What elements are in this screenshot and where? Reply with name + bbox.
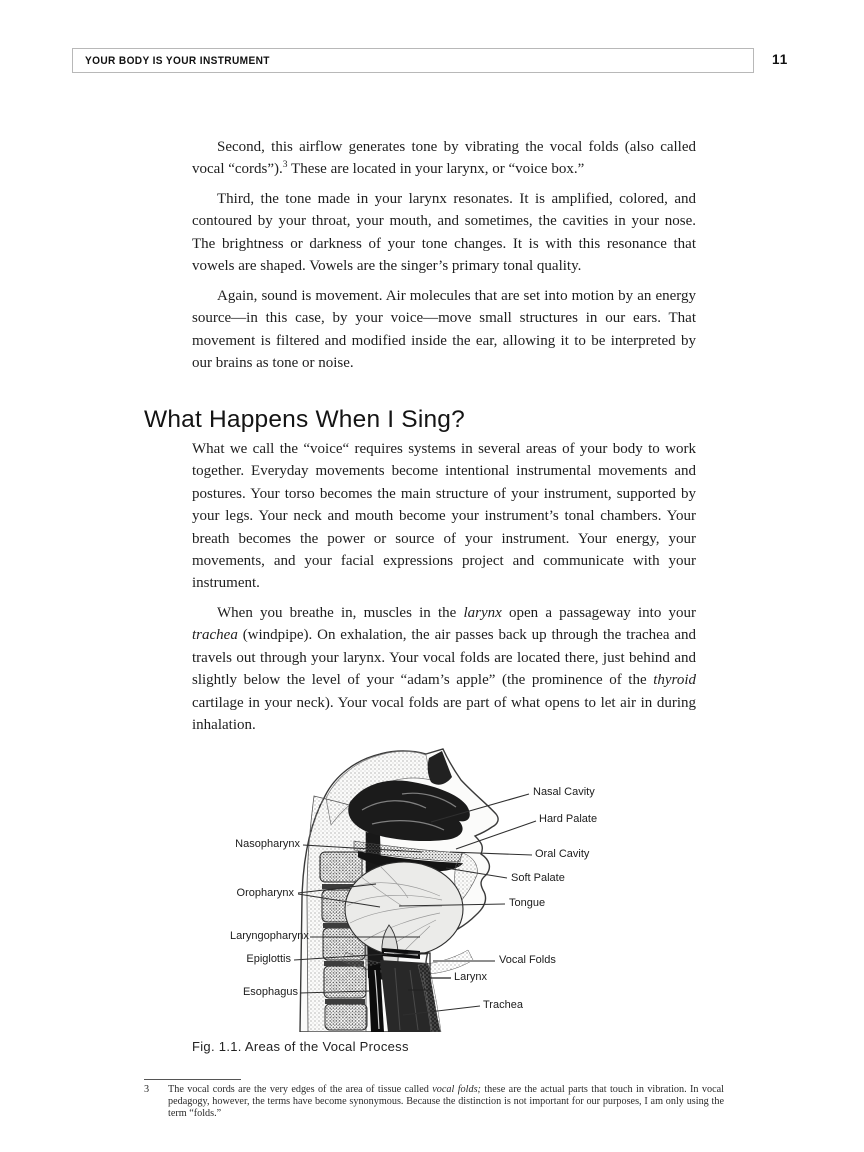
paragraph-text: cartilage in your neck). Your vocal folds are part of what opens to let air in during inhalation. <box>192 694 696 734</box>
label-tongue: Tongue <box>509 897 546 909</box>
footnote-italic-term: vocal folds; <box>432 1084 481 1095</box>
figure-vocal-process <box>230 748 620 1032</box>
footnote-run: The vocal cords are the very edges of the area of tissue called <box>168 1084 433 1095</box>
italic-term-thyroid: thyroid <box>653 672 696 689</box>
italic-term-trachea: trachea <box>192 627 238 644</box>
label-vocal-folds: Vocal Folds <box>499 954 556 966</box>
footnote-text <box>168 1084 724 1120</box>
footnote-run: these are the actual parts that touch in vibration. In vocal pedagogy, however, the terms have become synonymous. Because the distinction is not important for our purposes, I am only using the term “folds.” <box>168 1084 724 1119</box>
label-nasal-cavity: Nasal Cavity <box>533 786 595 798</box>
paragraph-text: (windpipe). On exhalation, the air passes back up through the trachea and travels out through your larynx. Your vocal folds are located there, just behind and slightly below the level of your “adam’s apple” (the prominence of the <box>192 627 696 689</box>
paragraph-text: Second, this airflow generates tone by vibrating the vocal folds (also called vocal “cords”). <box>192 139 696 178</box>
paragraph-text: When you breathe in, muscles in the <box>217 605 464 621</box>
label-epiglottis: Epiglottis <box>246 953 291 965</box>
label-trachea: Trachea <box>483 999 523 1011</box>
label-soft-palate: Soft Palate <box>511 872 565 884</box>
paragraph-third: Third, the tone made in your larynx resonates. It is amplified, colored, and contoured by your throat, your mouth, and sometimes, the cavities in your nose. The brightness or darkness of your tone changes. It is with this resonance that vowels are shaped. Vowels are the singer’s primary tonal quality. <box>192 191 696 275</box>
label-nasopharynx: Nasopharynx <box>235 838 300 850</box>
running-header-title: YOUR BODY IS YOUR INSTRUMENT <box>85 55 270 67</box>
paragraph-voice-systems: What we call the “voice“ requires systems in several areas of your body to work together. Everyday movements become intentional instrumental movements and postures. Your torso becomes the main structure of your instrument, supported by your legs. Your neck and mouth become your instrument’s tonal chambers. Your breath becomes the power or source of your instrument. Your energy, your movements, and your facial expressions project and communicate with your instrument. <box>192 441 696 592</box>
paragraph-text: These are located in your larynx, or “voice box.” <box>287 161 585 178</box>
label-laryngopharynx: Laryngopharynx <box>230 930 309 942</box>
running-header-box <box>72 48 754 73</box>
footnote-marker: 3 <box>282 160 288 171</box>
section-heading: What Happens When I Sing? <box>144 406 465 434</box>
page-number: 11 <box>772 52 789 67</box>
paragraph-breathe <box>192 602 696 736</box>
label-esophagus: Esophagus <box>242 986 298 998</box>
footnote-number: 3 <box>144 1084 150 1095</box>
paragraph-text: open a passageway into your <box>501 605 696 621</box>
label-oral-cavity: Oral Cavity <box>535 848 590 860</box>
italic-term-larynx: larynx <box>463 605 502 621</box>
footnote-rule <box>144 1079 241 1080</box>
label-oropharynx: Oropharynx <box>236 887 294 899</box>
figure-caption: Fig. 1.1. Areas of the Vocal Process <box>192 1039 409 1054</box>
label-hard-palate: Hard Palate <box>539 813 598 825</box>
label-larynx: Larynx <box>454 971 488 983</box>
paragraph-again: Again, sound is movement. Air molecules that are set into motion by an energy source—in this case, by your voice—move small structures in our ears. That movement is filtered and modified inside the ear, allowing it to be interpreted by our brains as tone or noise. <box>192 288 696 372</box>
paragraph-second <box>192 136 696 181</box>
